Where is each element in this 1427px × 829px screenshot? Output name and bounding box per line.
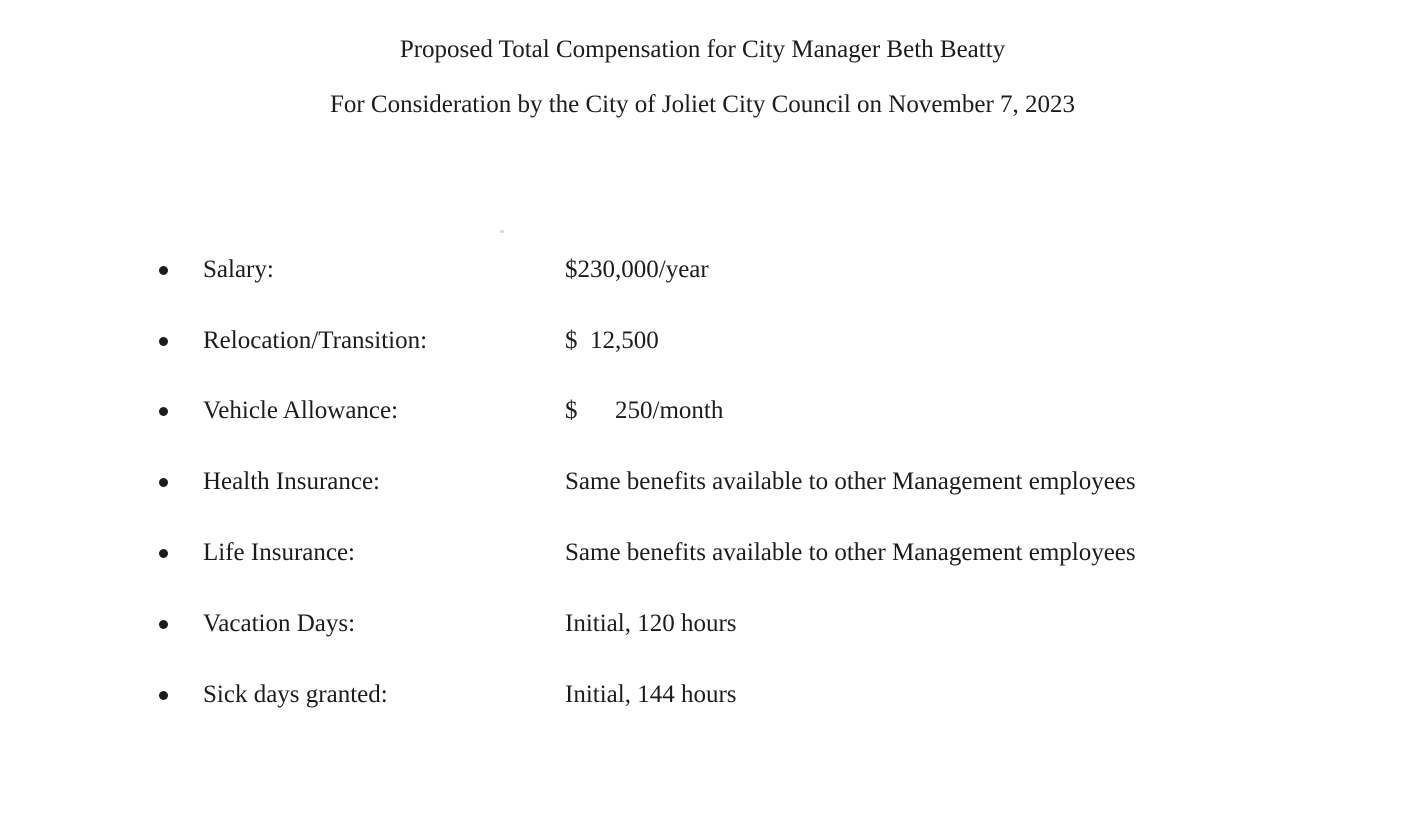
- list-item-vacation-days: [0, 607, 1427, 641]
- item-label: Relocation/Transition:: [203, 327, 428, 354]
- item-value: $230,000/year: [565, 256, 709, 283]
- item-value: $ 250/month: [565, 397, 724, 424]
- scan-speck: [500, 230, 504, 233]
- list-item-life-insurance: [0, 536, 1427, 570]
- item-label: Sick days granted:: [203, 681, 388, 708]
- document-subtitle: For Consideration by the City of Joliet City Council on November 7, 2023: [329, 91, 1076, 118]
- item-value: Same benefits available to other Management employees: [565, 468, 1136, 495]
- list-item-sick-days: [0, 678, 1427, 712]
- bullet-icon: [159, 266, 168, 275]
- item-label: Life Insurance:: [203, 539, 356, 566]
- bullet-icon: [159, 478, 168, 487]
- item-label: Vacation Days:: [203, 610, 356, 637]
- bullet-icon: [159, 691, 168, 700]
- item-value: Initial, 120 hours: [565, 610, 737, 637]
- item-value: $ 12,500: [565, 327, 659, 354]
- list-item-health-insurance: [0, 465, 1427, 499]
- document-title: Proposed Total Compensation for City Manager Beth Beatty: [399, 36, 1006, 63]
- item-label: Vehicle Allowance:: [203, 397, 399, 424]
- list-item-salary: [0, 253, 1427, 287]
- item-value: Initial, 144 hours: [565, 681, 737, 708]
- bullet-icon: [159, 620, 168, 629]
- item-label: Health Insurance:: [203, 468, 381, 495]
- list-item-vehicle-allowance: [0, 394, 1427, 428]
- list-item-relocation: [0, 324, 1427, 358]
- item-label: Salary:: [203, 256, 274, 283]
- bullet-icon: [159, 549, 168, 558]
- bullet-icon: [159, 337, 168, 346]
- item-value: Same benefits available to other Management employees: [565, 539, 1136, 566]
- bullet-icon: [159, 407, 168, 416]
